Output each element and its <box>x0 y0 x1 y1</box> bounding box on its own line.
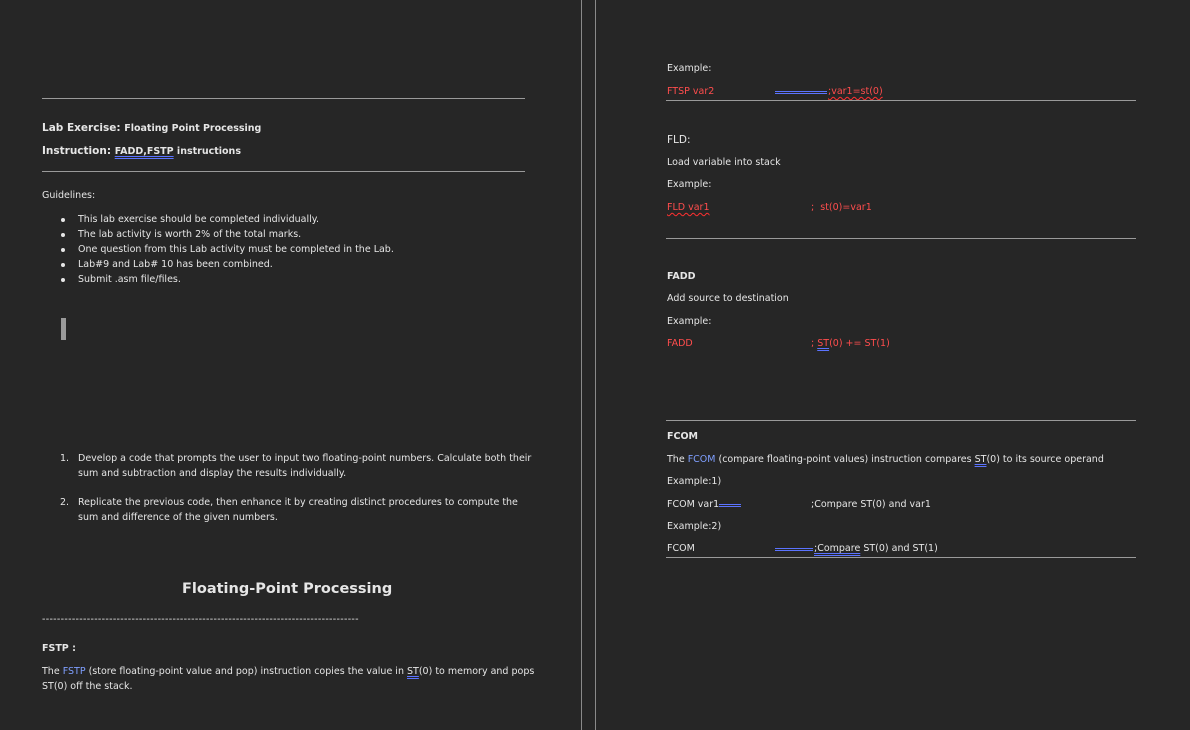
fcom-desc-text: The <box>667 454 688 465</box>
fcom-example-comment <box>775 543 938 554</box>
fcom-desc-text: (0) to its source operand <box>986 454 1104 465</box>
task-line: sum and difference of the given numbers. <box>78 512 278 523</box>
fld-description: Load variable into stack <box>667 157 781 168</box>
fadd-st-token: ST <box>817 338 830 349</box>
fstp-st-token: ST <box>407 666 419 677</box>
page-gutter <box>581 0 596 730</box>
divider <box>42 98 525 99</box>
example-comment-text: ;var1=st(0) <box>828 86 883 97</box>
guideline-text: Submit .asm file/files. <box>78 274 181 285</box>
guideline-text: Lab#9 and Lab# 10 has been combined. <box>78 259 273 270</box>
fstp-description <box>42 666 534 677</box>
document-page-left <box>0 0 581 730</box>
fld-code: FLD var1 <box>667 202 710 213</box>
comment-semicolon: ; <box>811 338 818 349</box>
fcom-example-code <box>667 499 742 510</box>
fstp-desc-text: (store floating-point value and pop) instruction copies the value in <box>85 666 407 677</box>
fstp-keyword: FSTP <box>62 666 86 677</box>
fstp-desc-text: The <box>42 666 63 677</box>
bullet-icon <box>61 263 65 267</box>
fcom-comment-keyword: ;Compare <box>814 543 861 554</box>
guideline-text: One question from this Lab activity must be completed in the Lab. <box>78 244 394 255</box>
fld-heading: FLD: <box>667 134 691 146</box>
fcom-st-token: ST <box>974 454 987 465</box>
fadd-comment <box>811 338 890 349</box>
fadd-heading: FADD <box>667 271 696 282</box>
instruction-keywords: FADD,FSTP <box>114 146 174 157</box>
guidelines-heading: Guidelines: <box>42 190 96 201</box>
page-edge <box>581 0 582 730</box>
fcom-description <box>667 454 1104 465</box>
example-label: Example: <box>667 316 712 327</box>
spacing-marker <box>719 503 741 507</box>
guideline-item <box>78 244 394 255</box>
lab-title-prefix: Lab Exercise: <box>42 122 125 134</box>
task-line: Develop a code that prompts the user to input two floating-point numbers. Calculate both their <box>78 453 532 464</box>
spacing-marker <box>775 547 813 551</box>
guideline-item <box>78 229 301 240</box>
spacing-marker <box>775 90 827 94</box>
fstp-desc-text: (0) to memory and pops <box>418 666 535 677</box>
guideline-item <box>78 259 273 270</box>
fld-comment <box>811 202 872 213</box>
lab-title <box>42 122 261 134</box>
comment-semicolon: ; <box>811 202 815 213</box>
fcom-keyword: FCOM <box>687 454 716 465</box>
divider <box>666 238 1136 239</box>
task-number: 2. <box>60 497 70 508</box>
bullet-icon <box>61 278 65 282</box>
guideline-item <box>78 274 181 285</box>
fcom-comment-text: ST(0) and ST(1) <box>860 543 938 554</box>
document-page-right <box>596 0 1190 730</box>
divider <box>42 171 525 172</box>
fadd-description: Add source to destination <box>667 293 789 304</box>
example-label: Example:1) <box>667 476 722 487</box>
task-line: Replicate the previous code, then enhance it by creating distinct procedures to compute the <box>78 497 518 508</box>
lab-title-text: Floating Point Processing <box>124 123 262 134</box>
fadd-code: FADD <box>667 338 693 349</box>
guideline-item <box>78 214 319 225</box>
section-title: Floating-Point Processing <box>182 581 393 597</box>
fcom-desc-text: (compare floating-point values) instruction compares <box>715 454 975 465</box>
instruction-line <box>42 145 241 157</box>
fld-comment-text: st(0)=var1 <box>820 202 872 213</box>
fstp-description-line2: ST(0) off the stack. <box>42 681 133 692</box>
example-label: Example: <box>667 63 712 74</box>
guideline-text: This lab exercise should be completed individually. <box>78 214 320 225</box>
fadd-comment-text: (0) += ST(1) <box>829 338 890 349</box>
example-label: Example:2) <box>667 521 722 532</box>
fcom-heading: FCOM <box>667 431 698 442</box>
example-code: FTSP var2 <box>667 86 715 97</box>
example-label: Example: <box>667 179 712 190</box>
divider <box>666 557 1136 558</box>
fcom-code-text: FCOM var1 <box>667 499 720 510</box>
bullet-icon <box>61 233 65 237</box>
bullet-icon <box>61 218 65 222</box>
bullet-icon <box>61 248 65 252</box>
fcom-example-code: FCOM <box>667 543 695 554</box>
example-comment <box>775 86 883 97</box>
divider <box>666 100 1136 101</box>
task-line: sum and subtraction and display the results individually. <box>78 468 347 479</box>
divider <box>666 420 1136 421</box>
text-cursor[interactable] <box>61 318 66 340</box>
dashed-divider: ------------------------------------------------------------------------------------- <box>42 614 359 625</box>
fstp-heading: FSTP : <box>42 643 76 654</box>
guideline-text: The lab activity is worth 2% of the total marks. <box>78 229 302 240</box>
task-number: 1. <box>60 453 70 464</box>
instruction-suffix: instructions <box>173 146 241 157</box>
instruction-prefix: Instruction: <box>42 145 115 157</box>
fcom-example-comment: ;Compare ST(0) and var1 <box>811 499 931 510</box>
